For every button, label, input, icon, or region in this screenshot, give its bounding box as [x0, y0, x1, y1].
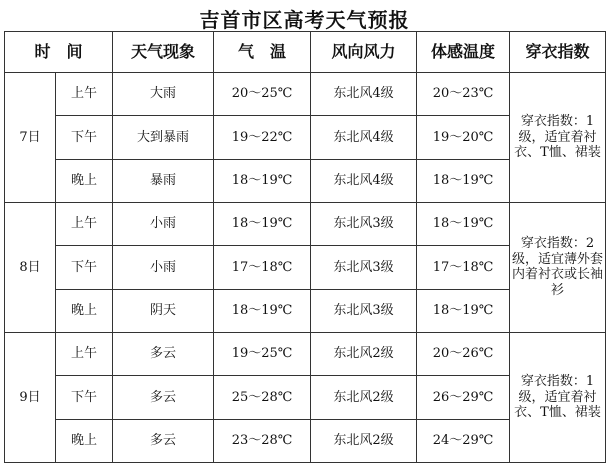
clothing-advice-cell: 穿衣指数：2级，适宜薄外套内着衬衣或长袖衫	[510, 202, 606, 332]
feels-like-cell: 26～29℃	[417, 376, 510, 419]
header-weather: 天气现象	[113, 32, 214, 73]
wind-cell: 东北风2级	[311, 376, 417, 419]
feels-like-cell: 24～29℃	[417, 419, 510, 462]
wind-cell: 东北风2级	[311, 419, 417, 462]
table-row	[5, 202, 606, 245]
wind-cell: 东北风3级	[311, 202, 417, 245]
feels-like-cell: 18～19℃	[417, 159, 510, 202]
weather-cell: 小雨	[113, 246, 214, 289]
wind-cell: 东北风4级	[311, 116, 417, 159]
period-cell: 下午	[56, 116, 113, 159]
temperature-cell: 18～19℃	[214, 159, 311, 202]
table-row	[5, 332, 606, 375]
header-row	[5, 32, 606, 73]
period-cell: 晚上	[56, 419, 113, 462]
table-row	[5, 73, 606, 116]
period-cell: 晚上	[56, 289, 113, 332]
feels-like-cell: 19～20℃	[417, 116, 510, 159]
weather-cell: 大到暴雨	[113, 116, 214, 159]
weather-cell: 阴天	[113, 289, 214, 332]
feels-like-cell: 17～18℃	[417, 246, 510, 289]
period-cell: 下午	[56, 376, 113, 419]
header-clothing-index: 穿衣指数	[510, 32, 606, 73]
header-time: 时 间	[5, 32, 113, 73]
weather-cell: 多云	[113, 419, 214, 462]
wind-cell: 东北风2级	[311, 332, 417, 375]
temperature-cell: 20～25℃	[214, 73, 311, 116]
wind-cell: 东北风3级	[311, 289, 417, 332]
header-feels-like: 体感温度	[417, 32, 510, 73]
period-cell: 晚上	[56, 159, 113, 202]
feels-like-cell: 18～19℃	[417, 202, 510, 245]
period-cell: 上午	[56, 332, 113, 375]
temperature-cell: 25～28℃	[214, 376, 311, 419]
wind-cell: 东北风4级	[311, 159, 417, 202]
day-cell: 9日	[5, 332, 56, 462]
period-cell: 下午	[56, 246, 113, 289]
day-cell: 7日	[5, 73, 56, 203]
weather-cell: 小雨	[113, 202, 214, 245]
weather-cell: 多云	[113, 376, 214, 419]
temperature-cell: 19～25℃	[214, 332, 311, 375]
weather-cell: 大雨	[113, 73, 214, 116]
temperature-cell: 19～22℃	[214, 116, 311, 159]
day-cell: 8日	[5, 202, 56, 332]
clothing-advice-cell: 穿衣指数：1级，适宜着衬衣、T恤、裙装	[510, 332, 606, 462]
feels-like-cell: 20～26℃	[417, 332, 510, 375]
temperature-cell: 18～19℃	[214, 289, 311, 332]
feels-like-cell: 18～19℃	[417, 289, 510, 332]
temperature-cell: 23～28℃	[214, 419, 311, 462]
header-temperature: 气 温	[214, 32, 311, 73]
wind-cell: 东北风4级	[311, 73, 417, 116]
weather-cell: 暴雨	[113, 159, 214, 202]
weather-cell: 多云	[113, 332, 214, 375]
temperature-cell: 18～19℃	[214, 202, 311, 245]
clothing-advice-cell: 穿衣指数：1级，适宜着衬衣、T恤、裙装	[510, 73, 606, 203]
page-title: 吉首市区高考天气预报	[199, 8, 410, 32]
period-cell: 上午	[56, 73, 113, 116]
feels-like-cell: 20～23℃	[417, 73, 510, 116]
wind-cell: 东北风3级	[311, 246, 417, 289]
forecast-table	[4, 31, 606, 463]
temperature-cell: 17～18℃	[214, 246, 311, 289]
period-cell: 上午	[56, 202, 113, 245]
header-wind: 风向风力	[311, 32, 417, 73]
